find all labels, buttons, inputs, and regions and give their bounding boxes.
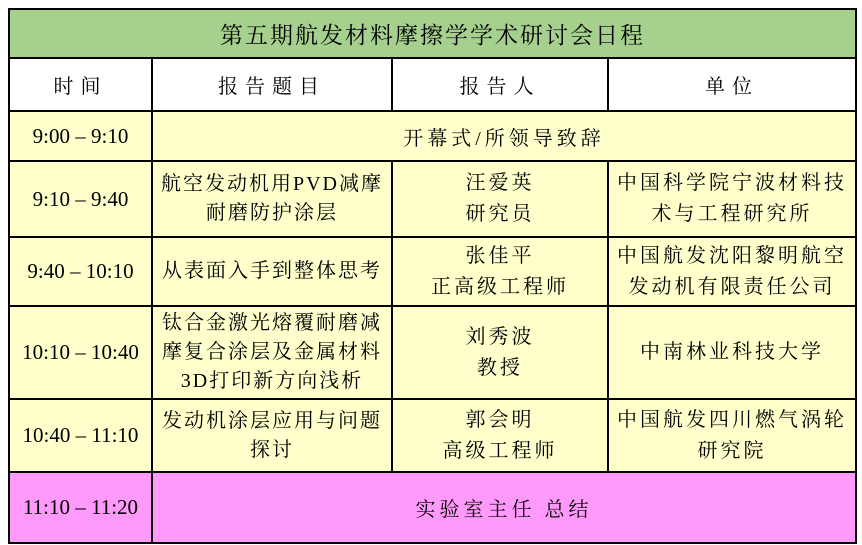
time-cell: 9:00 – 9:10	[9, 111, 152, 161]
speaker-cell	[392, 161, 608, 237]
speaker-name: 郭会明	[465, 408, 535, 431]
table-row	[9, 237, 856, 306]
table-header-row	[9, 58, 856, 111]
speaker-title: 正高级工程师	[431, 275, 569, 298]
column-header-speaker: 报告人	[392, 58, 608, 111]
topic-cell: 航空发动机用PVD减摩耐磨防护涂层	[152, 161, 392, 237]
table-row-highlight	[9, 472, 856, 543]
speaker-name: 汪爱英	[465, 172, 535, 194]
table-row	[9, 161, 856, 237]
column-header-time: 时间	[9, 58, 152, 111]
speaker-name: 刘秀波	[465, 325, 535, 348]
topic-cell: 钛合金激光熔覆耐磨减摩复合涂层及金属材料3D打印新方向浅析	[152, 306, 392, 399]
speaker-title: 教授	[477, 356, 523, 379]
speaker-title: 研究员	[465, 203, 535, 225]
organization-cell: 中国航发四川燃气涡轮研究院	[608, 399, 856, 472]
organization-cell: 中国科学院宁波材料技术与工程研究所	[608, 161, 856, 237]
speaker-cell	[392, 237, 608, 306]
table-row	[9, 399, 856, 472]
table-row	[9, 111, 856, 161]
speaker-cell	[392, 399, 608, 472]
time-cell: 11:10 – 11:20	[9, 472, 152, 543]
time-cell: 10:40 – 11:10	[9, 399, 152, 472]
time-cell: 9:10 – 9:40	[9, 161, 152, 237]
speaker-name: 张佳平	[465, 244, 535, 267]
topic-cell: 发动机涂层应用与问题探讨	[152, 399, 392, 472]
column-header-organization: 单位	[608, 58, 856, 111]
time-cell: 9:40 – 10:10	[9, 237, 152, 306]
seminar-schedule-table	[8, 8, 857, 544]
speaker-title: 高级工程师	[442, 439, 558, 462]
organization-cell: 中南林业科技大学	[608, 306, 856, 399]
table-row	[9, 306, 856, 399]
opening-ceremony-cell: 开幕式/所领导致辞	[152, 111, 856, 161]
speaker-cell	[392, 306, 608, 399]
topic-cell: 从表面入手到整体思考	[152, 237, 392, 306]
column-header-topic: 报告题目	[152, 58, 392, 111]
schedule-table	[8, 8, 857, 544]
organization-cell: 中国航发沈阳黎明航空发动机有限责任公司	[608, 237, 856, 306]
table-title-row	[9, 9, 856, 58]
time-cell: 10:10 – 10:40	[9, 306, 152, 399]
summary-cell: 实验室主任 总结	[152, 472, 856, 543]
table-title: 第五期航发材料摩擦学学术研讨会日程	[9, 9, 856, 58]
